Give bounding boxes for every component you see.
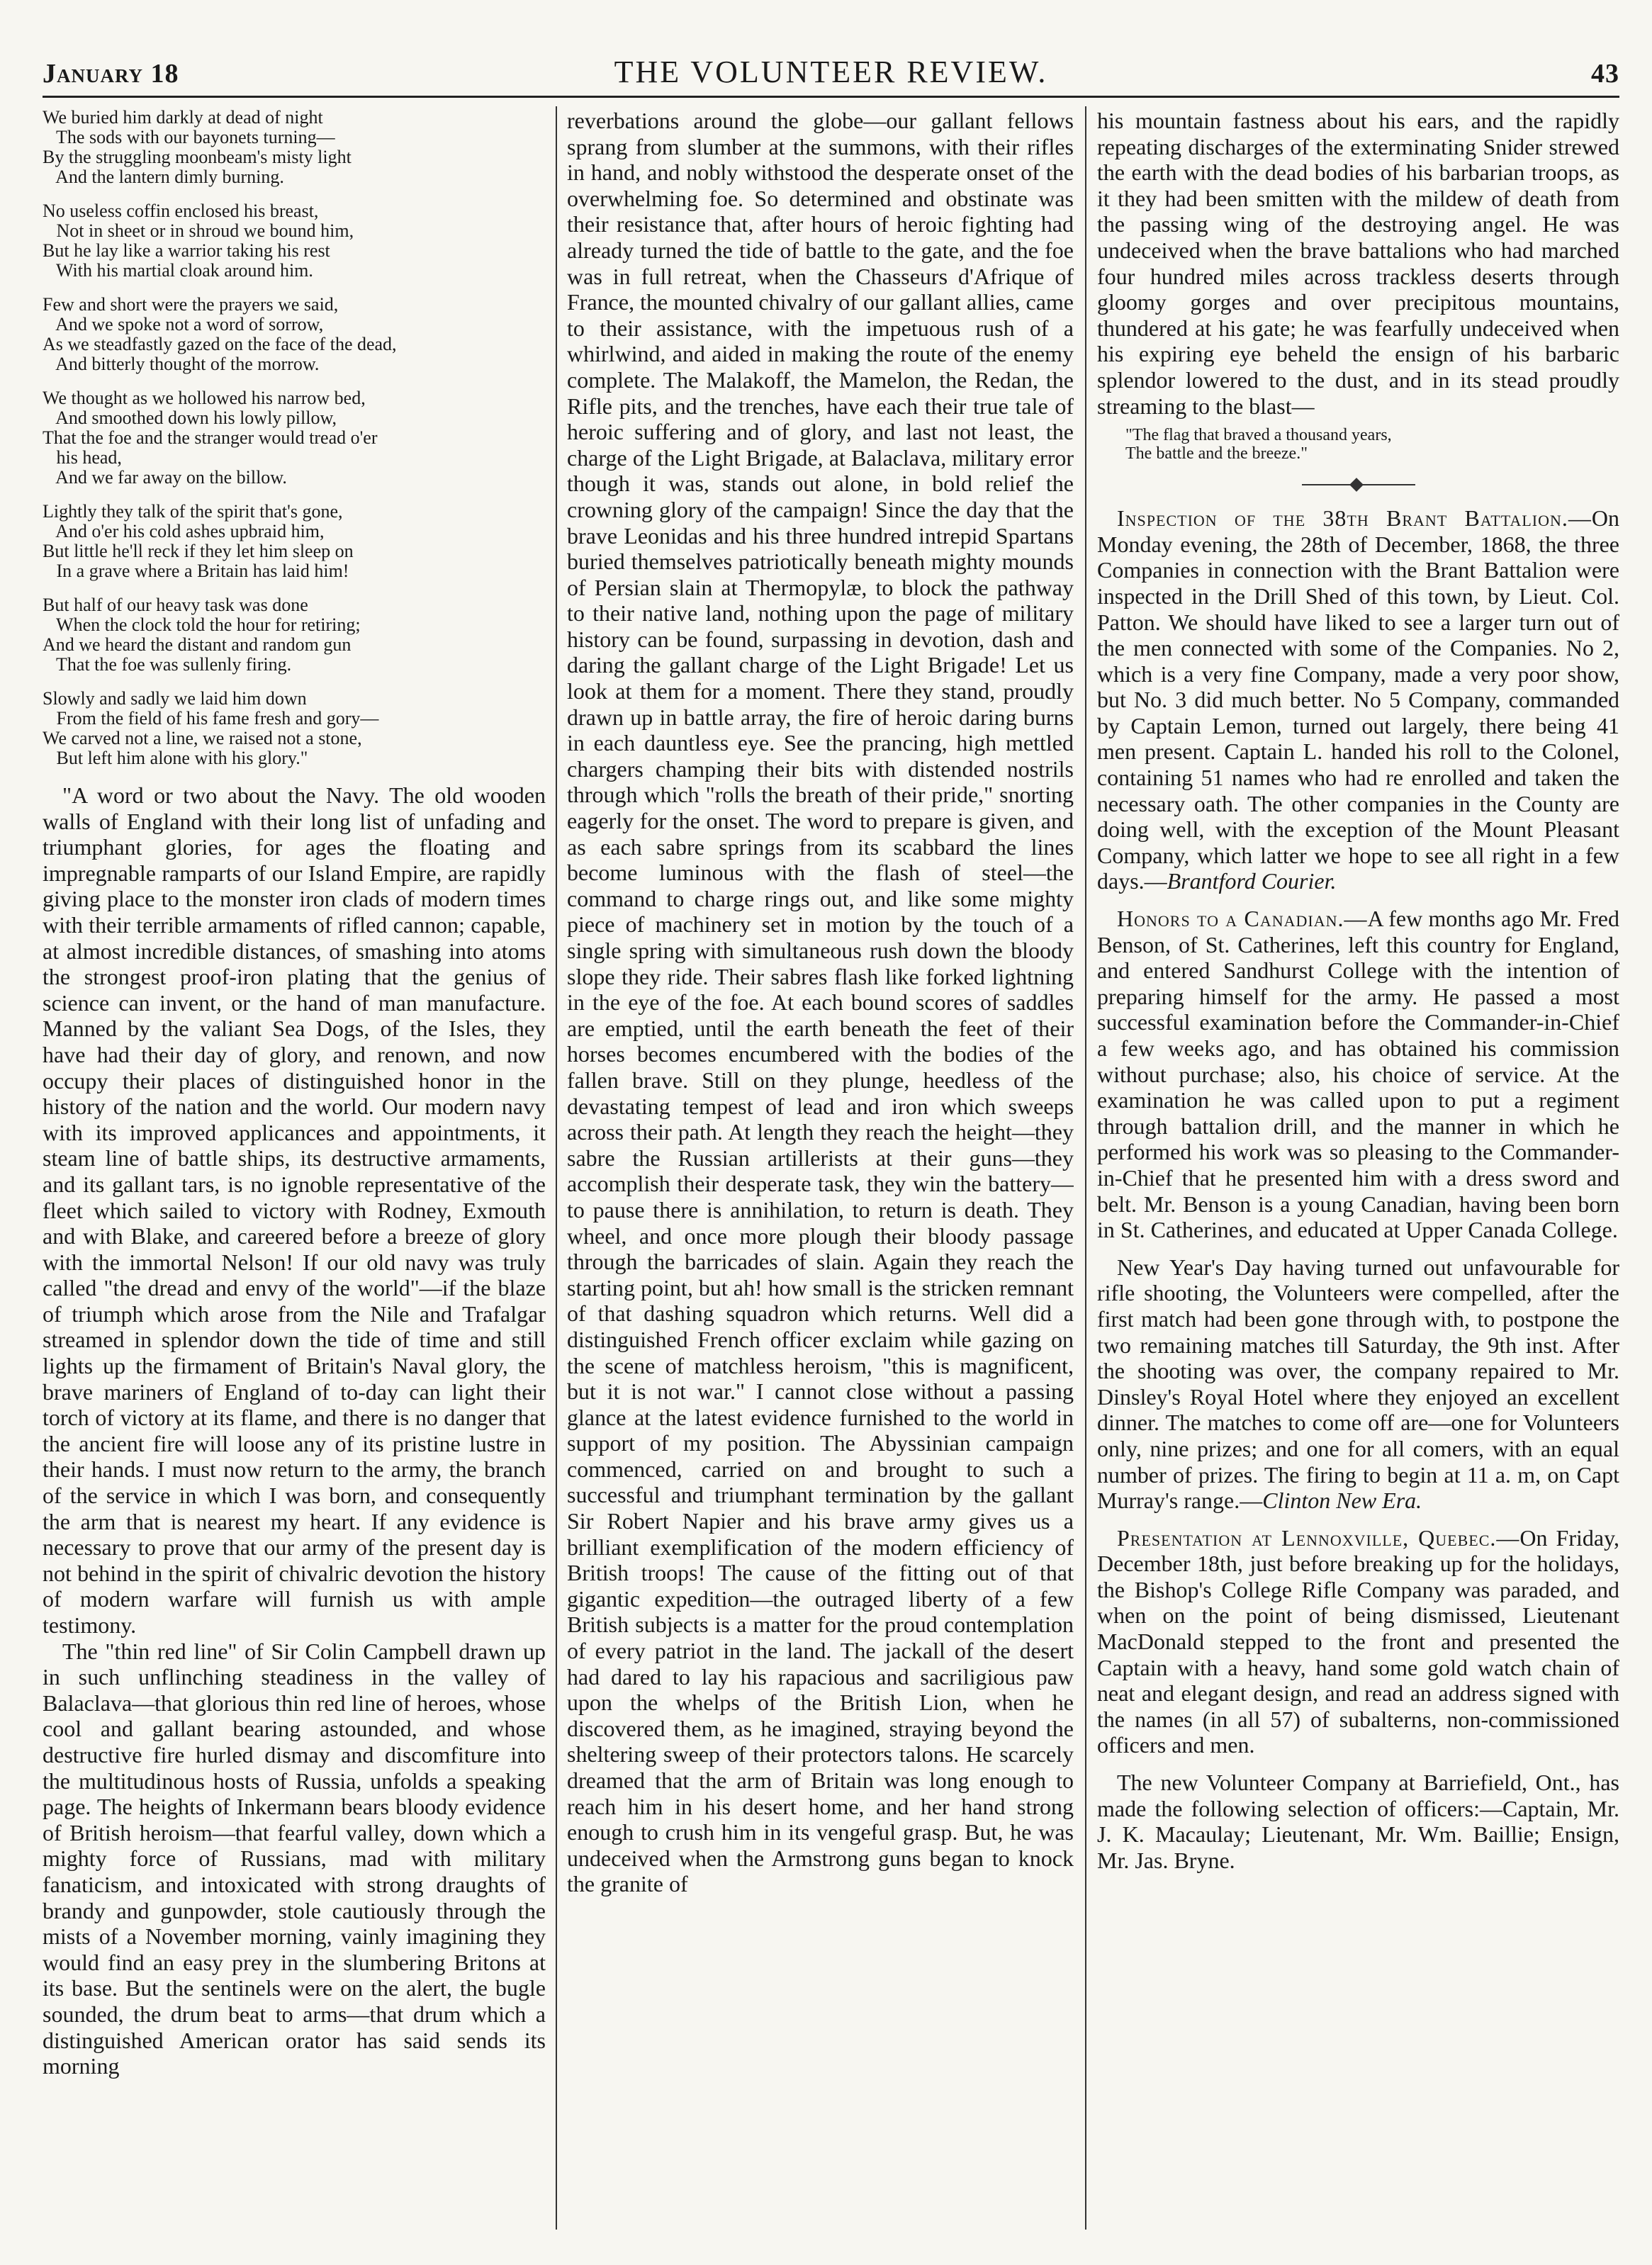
article-paragraph: his mountain fastness about his ears, and the rapidly repeating discharges of the exterminating Snider strewed the earth with the dead bodies of his barbarian troops, as it they had been smitten with the mildew of death from the passing wing of the destroying angel. He was undeceived when the brave battalions who had marched four hundred miles across trackless deserts through gloomy gorges and over precipitous mountains, thundered at his gate; he was fearfully undeceived when his expiring eye beheld the ensign of his barbaric splendor lowered to the dust, and in its stead proudly streaming to the blast—: [1097, 108, 1619, 419]
poem-line: his head,: [43, 447, 122, 468]
poem-stanza: [43, 295, 546, 374]
poem-line: And we heard the distant and random gun: [43, 634, 352, 655]
news-item-body: On Friday, December 18th, just before breaking up for the holidays, the Bishop's College Rifle Company was paraded, and when on the point of being dismissed, Lieutenant MacDonald stepped to the front and presented the Captain with a heavy, hand some gold watch chain of neat and elegant design, and read an address signed with the names (in all 57) of subalterns, non-commissioned officers and men.: [1097, 1524, 1619, 1758]
poem-line: When the clock told the hour for retiring;: [43, 614, 361, 635]
article-paragraph: "A word or two about the Navy. The old wooden walls of England with their long list of unfading and triumphant glories, for ages the floating and impregnable ramparts of our Island Empire, are rapidly giving place to the monster iron clads of modern times with their terrible armaments of rifled cannon; capable, at almost incredible distances, of smashing into atoms the strongest proof-iron plating that the genius of science can invent, or the hand of man manufacture. Manned by the valiant Sea Dogs, of the Isles, they have had their day of glory, and renown, and now occupy their places of distinguished honor in the history of the nation and the world. Our modern navy with its improved applicances and appointments, it steam line of battle ships, its destructive armaments, and its gallant tars, is no ignoble representative of the fleet which sailed to victory with Rodney, Exmouth and with Blake, and careered before a breeze of glory with the immortal Nelson! If our old navy was truly called "the dread and envy of the world"—if the blaze of triumph which arose from the Nile and Trafalgar streamed in splendor down the tide of time and still lights up the firmament of Britain's Naval glory, the brave mariners of England of to-day can light their torch of victory at its flame, and there is no danger that the ancient fire will loose any of its pristine lustre in their hands. I must now return to the army, the branch of the service in which I was born, and consequently the arm that is nearest my heart. If any evidence is necessary to prove that our army of the present day is not behind in the spirit of chivalric devotion the history of modern warfare will furnish us with ample testimony.: [43, 782, 546, 1638]
news-item: [1097, 906, 1619, 1243]
news-item-body: New Year's Day having turned out unfavourable for rifle shooting, the Volunteers were compelled, after the first match had been gone through with, to postpone the two remaining matches till Saturday, the 9th inst. After the shooting was over, the company repaired to Mr. Dinsley's Royal Hotel where they enjoyed an excellent dinner. The matches to come off are—one for Volunteers only, nine prizes; and one for all comers, with an equal number of prizes. The firing to begin at 11 a. m, on Capt Murray's range.—: [1097, 1254, 1619, 1514]
poem-line: The sods with our bayonets turning—: [43, 127, 335, 147]
news-item-body: A few months ago Mr. Fred Benson, of St. Catherines, left this country for England, and entered Sandhurst College with the intention of preparing himself for the army. He passed a most successful examination before the Commander-in-Chief a few weeks ago, and has obtained his commission without purchase; also, his choice of service. At the examination he was called upon to put a regiment through battalion drill, and the manner in which he performed his work was so pleasing to the Commander-in-Chief that he presented him with a dress sword and belt. Mr. Benson is a young Canadian, having been born in St. Catherines, and educated at Upper Canada College.: [1097, 906, 1619, 1243]
poem-line: And smoothed down his lowly pillow,: [43, 408, 337, 428]
news-item-body: On Monday evening, the 28th of December, 1868, the three Companies in connection with the Brant Battalion were inspected in the Drill Shed of this town, by Lieut. Col. Patton. We should have liked to see a larger turn out of the men connected with some of the Companies. No 2, which is a very fine Company, made a very poor show, but No. 3 did much better. No 5 Company, commanded by Captain Lemon, turned out largely, there being 41 men present. Captain L. handed his roll to the Colonel, containing 51 names who had re enrolled and taken the necessary oath. The other companies in the County are doing well, with the exception of the Mount Pleasant Company, which latter we hope to see all right in a few days.—: [1097, 505, 1619, 894]
news-item: [1097, 505, 1619, 894]
column-1: [43, 108, 546, 2222]
poem-stanza: [43, 689, 546, 768]
poem-line: Not in sheet or in shroud we bound him,: [43, 220, 354, 241]
poem-stanza: [43, 108, 546, 187]
news-item: [1097, 1254, 1619, 1514]
poem-line: Lightly they talk of the spirit that's gone,: [43, 501, 343, 522]
column-rule: [556, 106, 557, 2230]
news-source: Brantford Courier.: [1167, 868, 1337, 894]
poem-line: But he lay like a warrior taking his rest: [43, 240, 330, 261]
poem-stanza: [43, 502, 546, 581]
column-rule: [1085, 106, 1086, 2230]
section-divider: [1302, 484, 1415, 487]
issue-date: January 18: [43, 59, 179, 89]
poem-line: We buried him darkly at dead of night: [43, 108, 323, 128]
news-item-body: The new Volunteer Company at Barriefield, Ont., has made the following selection of officers:—Captain, Mr. J. K. Macaulay; Lieutenant, Mr. Wm. Baillie; Ensign, Mr. Jas. Bryne.: [1097, 1770, 1619, 1873]
news-source: Clinton New Era.: [1262, 1488, 1422, 1514]
page-number: 43: [1591, 59, 1619, 89]
poem-line: No useless coffin enclosed his breast,: [43, 201, 319, 221]
poem-stanza: [43, 595, 546, 675]
poem-line: And we far away on the billow.: [43, 467, 287, 488]
poem-line: And bitterly thought of the morrow.: [43, 354, 320, 374]
newspaper-title: THE VOLUNTEER REVIEW.: [614, 55, 1048, 89]
column-2: [567, 108, 1074, 2222]
poem-line: We thought as we hollowed his narrow bed,: [43, 388, 366, 408]
news-item-heading: Honors to a Canadian.—: [1117, 906, 1368, 932]
poem-line: But left him alone with his glory.": [43, 748, 308, 768]
poem-line: That the foe and the stranger would tread o'er: [43, 427, 378, 448]
poem-line: And the lantern dimly burning.: [43, 167, 284, 187]
article-paragraph: reverbations around the globe—our gallant fellows sprang from slumber at the summons, with their rifles in hand, and nobly withstood the desperate onset of the overwhelming foe. So determined and obstinate was their resistance that, after hours of heroic fighting had already turned the tide of battle to the gate, and the foe was in full retreat, when the Chasseurs d'Afrique of France, the mounted chivalry of our gallant allies, came to their assistance, with the impetuous rush of a whirlwind, and aided in making the route of the enemy complete. The Malakoff, the Mamelon, the Redan, the Rifle pits, and the trenches, have each their true tale of heroic suffering and of glory, and last not least, the charge of the Light Brigade, at Balaclava, military error though it was, stands out alone, in bold relief the crowning glory of the campaign! Since the day that the brave Leonidas and his three hundred intrepid Spartans buried themselves patriotically beneath mighty mounds of Persian slain at Thermopylæ, to block the pathway to their native land, nothing upon the page of military history can be found, surpassing in devotion, dash and daring the gallant charge of the Light Brigade! Let us look at them for a moment. There they stand, proudly drawn up in battle array, the fire of heroic daring burns in each dauntless eye. See the prancing, high mettled chargers champing their bits with distended nostrils through which "rolls the breath of their pride," snorting eagerly for the onset. The word to prepare is given, and as each sabre springs from its scabbard the lines become luminous with the flash of steel—the command to charge rings out, and like some mighty piece of machinery set in motion by the touch of a single spring with simultaneous rush down the bloody slope they ride. Their sabres flash like forked lightning in the eye of the foe. At each bound scores of saddles are emptied, until the earth beneath the feet of their horses becomes encumbered with the bodies of the fallen brave. Still on they plunge, heedless of the devastating tempest of lead and iron which sweeps across their path. At length they reach the height—they sabre the Russian artillerists at their guns—they accomplish their desperate task, they win the battery—to pause there is annihilation, to return is death. They wheel, and once more plough their bloody passage through the barricades of slain. Again they reach the starting point, but ah! how small is the stricken remnant of that dashing squadron which returns. Well did a distinguished French officer exclaim while gazing on the scene of matchless heroism, "this is magnificent, but it is not war." I cannot close without a passing glance at the latest evidence furnished to the world in support of my position. The Abyssinian campaign commenced, carried on and brought to such a successful and triumphant termination by the gallant Sir Robert Napier and his brave army gives us a brilliant exemplification of the modern efficiency of British troops! The cause of the fitting out of that gigantic expedition—the outraged liberty of a few British subjects is a matter for the proud contemplation of every patriot in the land. The jackall of the desert had dared to lay his rapacious and sacriligious paw upon the whelps of the British Lion, when he discovered them, as he imagined, straying beyond the sheltering sweep of their protectors talons. He scarcely dreamed that the arm of Britain was long enough to reach him in his desert home, and her hand strong enough to crush him in its vengeful grasp. But, he was undeceived when the Armstrong guns began to knock the granite of: [567, 108, 1074, 1897]
poem-line: As we steadfastly gazed on the face of the dead,: [43, 334, 397, 354]
poem-line: From the field of his fame fresh and gory—: [43, 708, 379, 729]
poem-line: Slowly and sadly we laid him down: [43, 688, 307, 709]
column-3: [1097, 108, 1619, 2222]
quote-line: The battle and the breeze.": [1125, 444, 1308, 463]
poem-line: And o'er his cold ashes upbraid him,: [43, 521, 325, 541]
article-paragraph: The "thin red line" of Sir Colin Campbell drawn up in such unflinching steadiness in the valley of Balaclava—that glorious thin red line of heroes, whose cool and gallant bearing astounded, and whose destructive fire hurled dismay and discomfiture into the multitudinous hosts of Russia, unfolds a speaking page. The heights of Inkermann bears bloody evidence of British heroism—that fearful valley, down which a mighty force of Russians, mad with military fanaticism, and intoxicated with strong draughts of brandy and gunpowder, stole cautiously through the mists of a November morning, vainly imagining they would find an easy prey in the slumbering Britons at its base. But the sentinels were on the alert, the bugle sounded, the drum beat to arms—that drum which a distinguished American orator has said sends its morning: [43, 1638, 546, 2079]
poem-line: With his martial cloak around him.: [43, 260, 313, 281]
verse-quote: [1125, 426, 1619, 463]
poem-stanza: [43, 388, 546, 488]
page-header: [43, 48, 1619, 98]
news-item: [1097, 1770, 1619, 1873]
poem-line: But little he'll reck if they let him sleep on: [43, 541, 354, 561]
news-item-heading: Presentation at Lennoxville, Quebec.—: [1117, 1524, 1520, 1551]
poem-line: That the foe was sullenly firing.: [43, 654, 292, 675]
header-rule: [43, 96, 1619, 98]
poem-stanza: [43, 201, 546, 281]
news-item-heading: Inspection of the 38th Brant Battalion.—: [1117, 505, 1592, 532]
poem-line: But half of our heavy task was done: [43, 595, 308, 615]
news-item: [1097, 1525, 1619, 1758]
quote-line: "The flag that braved a thousand years,: [1125, 426, 1392, 445]
poem-line: In a grave where a Britain has laid him!: [43, 561, 349, 581]
poem-line: Few and short were the prayers we said,: [43, 294, 339, 315]
poem: [43, 108, 546, 768]
poem-line: By the struggling moonbeam's misty light: [43, 147, 352, 167]
poem-line: And we spoke not a word of sorrow,: [43, 314, 324, 335]
poem-line: We carved not a line, we raised not a stone,: [43, 728, 362, 748]
